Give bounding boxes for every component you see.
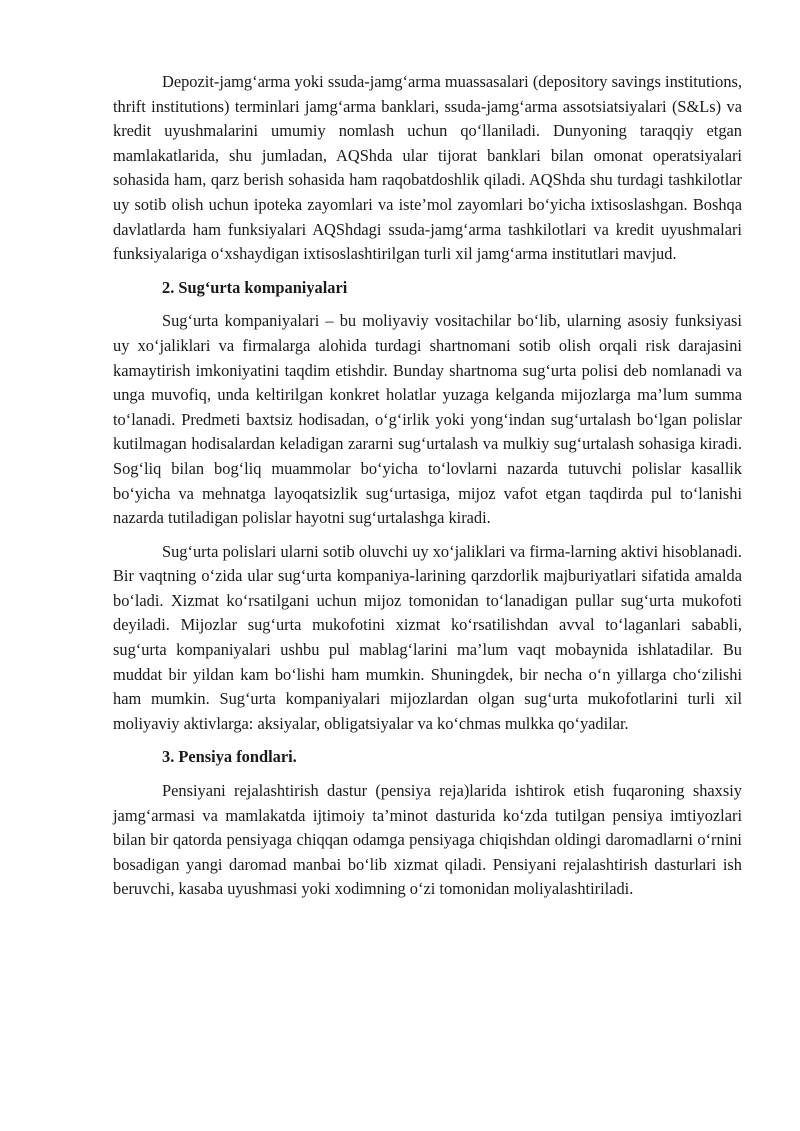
paragraph-insurance-definition: Sug‘urta kompaniyalari – bu moliyaviy vositachilar bo‘lib, ularning asosiy funksiyasi uy xo‘jaliklari va firmalarga alohida turdagi shartnomani sotib olish orqali risk darajasini kamaytirish imkoniyatini taqdim etishdir. Bunday shartnoma sug‘urta polisi deb nomlanadi va unga muvofiq, unda keltirilgan konkret holatlar yuzaga kelganda mijozlarga ma’lum summa to‘lanadi. Predmeti baxtsiz hodisadan, o‘g‘irlik yoki yong‘indan sug‘urtalash bo‘lgan polislar kutilmagan hodisalardan keladigan zararni sug‘urtalash va mulkiy sug‘urtalash sohasiga kiradi. Sog‘liq bilan bog‘liq muammolar bo‘yicha to‘lovlarni nazarda tutuvchi polislar kasallik bo‘yicha va mehnatga layoqatsizlik sug‘urtasiga, mijoz vafot etgan taqdirda pul to‘lanishi nazarda tutiladigan polislar hayotni sug‘urtalashga kiradi. xyxy=(113,311,742,528)
paragraph-insurance-policies: Sug‘urta polislari ularni sotib oluvchi uy xo‘jaliklari va firma-larning aktivi hisoblanadi. Bir vaqtning o‘zida ular sug‘urta kompaniya-larining qarzdorlik majburiyatlari sifatida amalda bo‘ladi. Xizmat ko‘rsatilgani uchun mijoz tomonidan to‘lanadigan pullar sug‘urta mukofoti deyiladi. Mijozlar sug‘urta mukofotini xizmat ko‘rsatilishdan avval to‘laganlari sababli, sug‘urta kompaniyalari ushbu pul mablag‘larini ma’lum vaqt mobaynida ishlatadilar. Bu muddat bir yildan kam bo‘lishi ham mumkin. Shuningdek, bir necha o‘n yillarga cho‘zilishi ham mumkin. Sug‘urta kompaniyalari mijozlardan olgan sug‘urta mukofotlarini turli xil moliyaviy aktivlarga: aksiyalar, obligatsiyalar va ko‘chmas mulkka qo‘yadilar. xyxy=(113,541,742,733)
section-heading-pension-funds: 3. Pensiya fondlari. xyxy=(162,747,297,767)
paragraph-depository-institutions: Depozit-jamg‘arma yoki ssuda-jamg‘arma muassasalari (depository savings institutions, thrift institutions) terminlari jamg‘arma banklari, ssuda-jamg‘arma assotsiatsiyalari (S&Ls) va kredit uyushmalarini umumiy nomlash uchun qo‘llaniladi. Dunyoning taraqqiy etgan mamlakatlarida, shu jumladan, AQShda ular tijorat banklari bilan omonat operatsiyalari sohasida ham, qarz berish sohasida ham raqobatdoshlik qiladi. AQShda shu turdagi tashkilotlar uy sotib olish uchun ipoteka zayomlari va iste’mol zayomlari bo‘yicha ixtisoslashgan. Boshqa davlatlarda ham funksiyalari AQShdagi ssuda-jamg‘arma tashkilotlari va kredit uyushmalari funksiyalariga o‘xshaydigan ixtisoslashtirilgan turli xil jamg‘arma institutlari mavjud. xyxy=(113,72,742,264)
paragraph-pension-plans: Pensiyani rejalashtirish dastur (pensiya reja)larida ishtirok etish fuqaroning shaxsiy jamg‘armasi va mamlakatda ijtimoiy ta’minot dasturida ko‘zda tutilgan pensiya imtiyozlari bilan bir qatorda pensiyaga chiqqan odamga pensiyaga chiqishdan oldingi daromadlarni o‘rnini bosadigan yangi daromad manbai bo‘lib xizmat qiladi. Pensiyani rejalashtirish dasturlari ish beruvchi, kasaba uyushmasi yoki xodimning o‘zi tomonidan moliyalashtiriladi. xyxy=(113,781,742,899)
document-page xyxy=(113,70,742,911)
section-heading-insurance-companies: 2. Sug‘urta kompaniyalari xyxy=(162,277,348,297)
